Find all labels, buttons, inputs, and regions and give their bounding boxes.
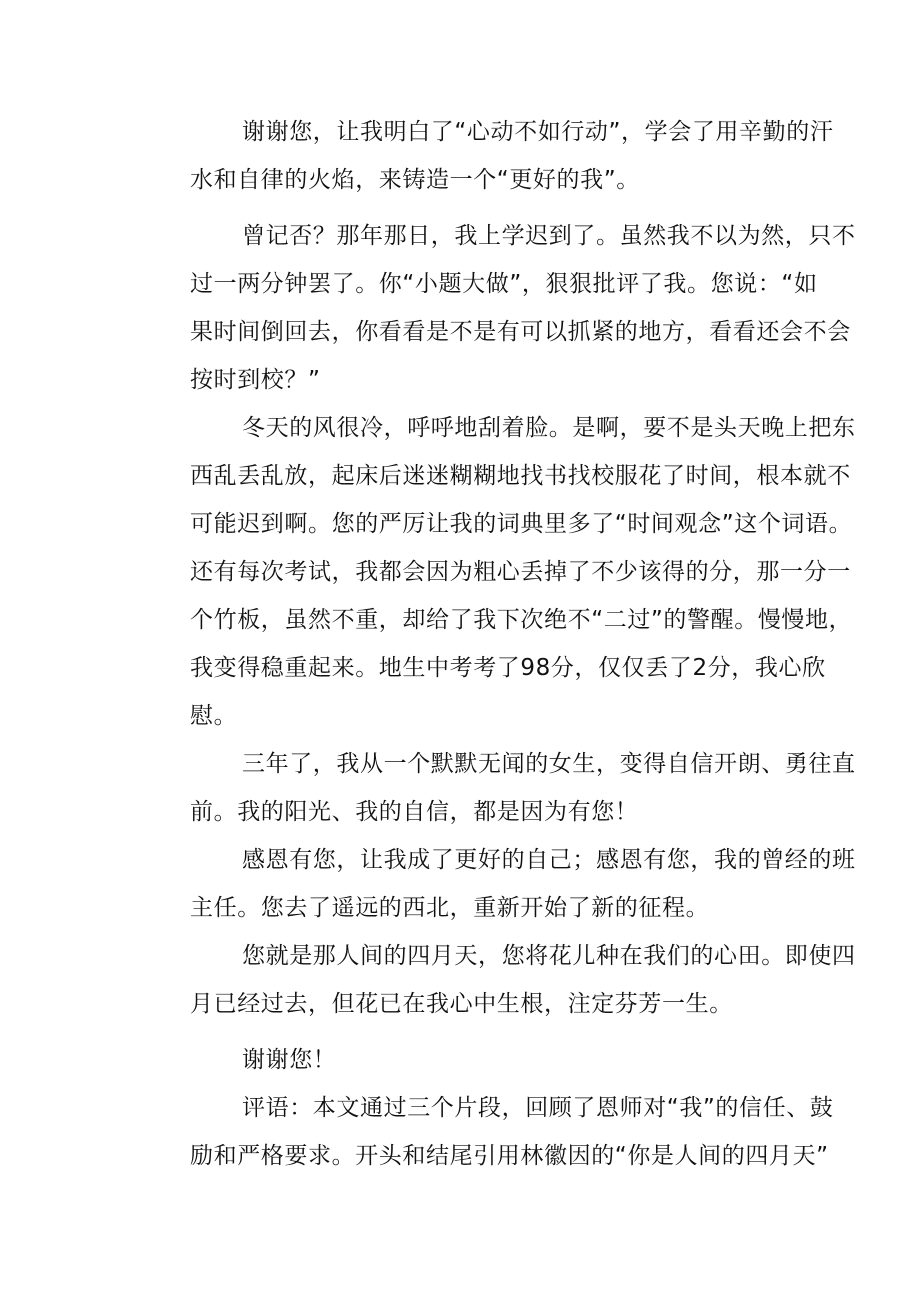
paragraph-5 (138, 836, 856, 932)
paragraph-line: 西乱丢乱放，起床后迷迷糊糊地找书找校服花了时间，根本就不 (190, 463, 851, 489)
paragraph-line: 果时间倒回去，你看看是不是有可以抓紧的地方，看看还会不会 (190, 319, 851, 345)
paragraph-6 (138, 932, 856, 1028)
paragraph-line: 评语：本文通过三个片段，回顾了恩师对“我”的信任、鼓 (242, 1095, 834, 1121)
paragraph-2 (138, 212, 856, 404)
paragraph-1 (138, 108, 834, 204)
paragraph-line: 可能迟到啊。您的严厉让我的词典里多了“时间观念”这个词语。 (190, 511, 853, 537)
paragraph-line: 前。我的阳光、我的自信，都是因为有您！ (190, 799, 639, 825)
paragraph-line: 谢谢您，让我明白了“心动不如行动”，学会了用辛勤的汗 (242, 119, 834, 145)
paragraph-4 (138, 740, 856, 836)
paragraph-line: 曾记否？那年那日，我上学迟到了。虽然我不以为然，只不 (242, 223, 856, 249)
paragraph-line: 主任。您去了遥远的西北，重新开始了新的征程。 (190, 895, 710, 921)
paragraph-line: 慰。 (190, 703, 238, 729)
paragraph-line: 个竹板，虽然不重，却给了我下次绝不“二过”的警醒。慢慢地， (190, 607, 853, 633)
paragraph-line: 您就是那人间的四月天，您将花儿种在我们的心田。即使四 (242, 943, 856, 969)
paragraph-line: 过一两分钟罢了。你“小题大做”，狠狠批评了我。您说：“如 (190, 271, 818, 297)
paragraph-line: 还有每次考试，我都会因为粗心丢掉了不少该得的分，那一分一 (190, 559, 851, 585)
paragraph-line: 月已经过去，但花已在我心中生根，注定芬芳一生。 (190, 991, 733, 1017)
paragraph-line: 水和自律的火焰，来铸造一个“更好的我”。 (190, 167, 640, 193)
paragraph-7 (138, 1036, 786, 1084)
paragraph-line: 我变得稳重起来。地生中考考了98分，仅仅丢了2分，我心欣 (190, 655, 826, 681)
essay-body (138, 108, 856, 1180)
paragraph-3 (138, 404, 856, 740)
paragraph-line: 冬天的风很冷，呼呼地刮着脸。是啊，要不是头天晚上把东 (242, 415, 856, 441)
paragraph-line: 三年了，我从一个默默无闻的女生，变得自信开朗、勇往直 (242, 751, 856, 777)
paragraph-line: 谢谢您！ (242, 1047, 337, 1073)
paragraph-line: 感恩有您，让我成了更好的自己；感恩有您，我的曾经的班 (242, 847, 856, 873)
paragraph-line: 励和严格要求。开头和结尾引用林徽因的“你是人间的四月天” (190, 1143, 829, 1169)
paragraph-line: 按时到校？” (190, 367, 321, 393)
paragraph-8-commentary (138, 1084, 834, 1180)
